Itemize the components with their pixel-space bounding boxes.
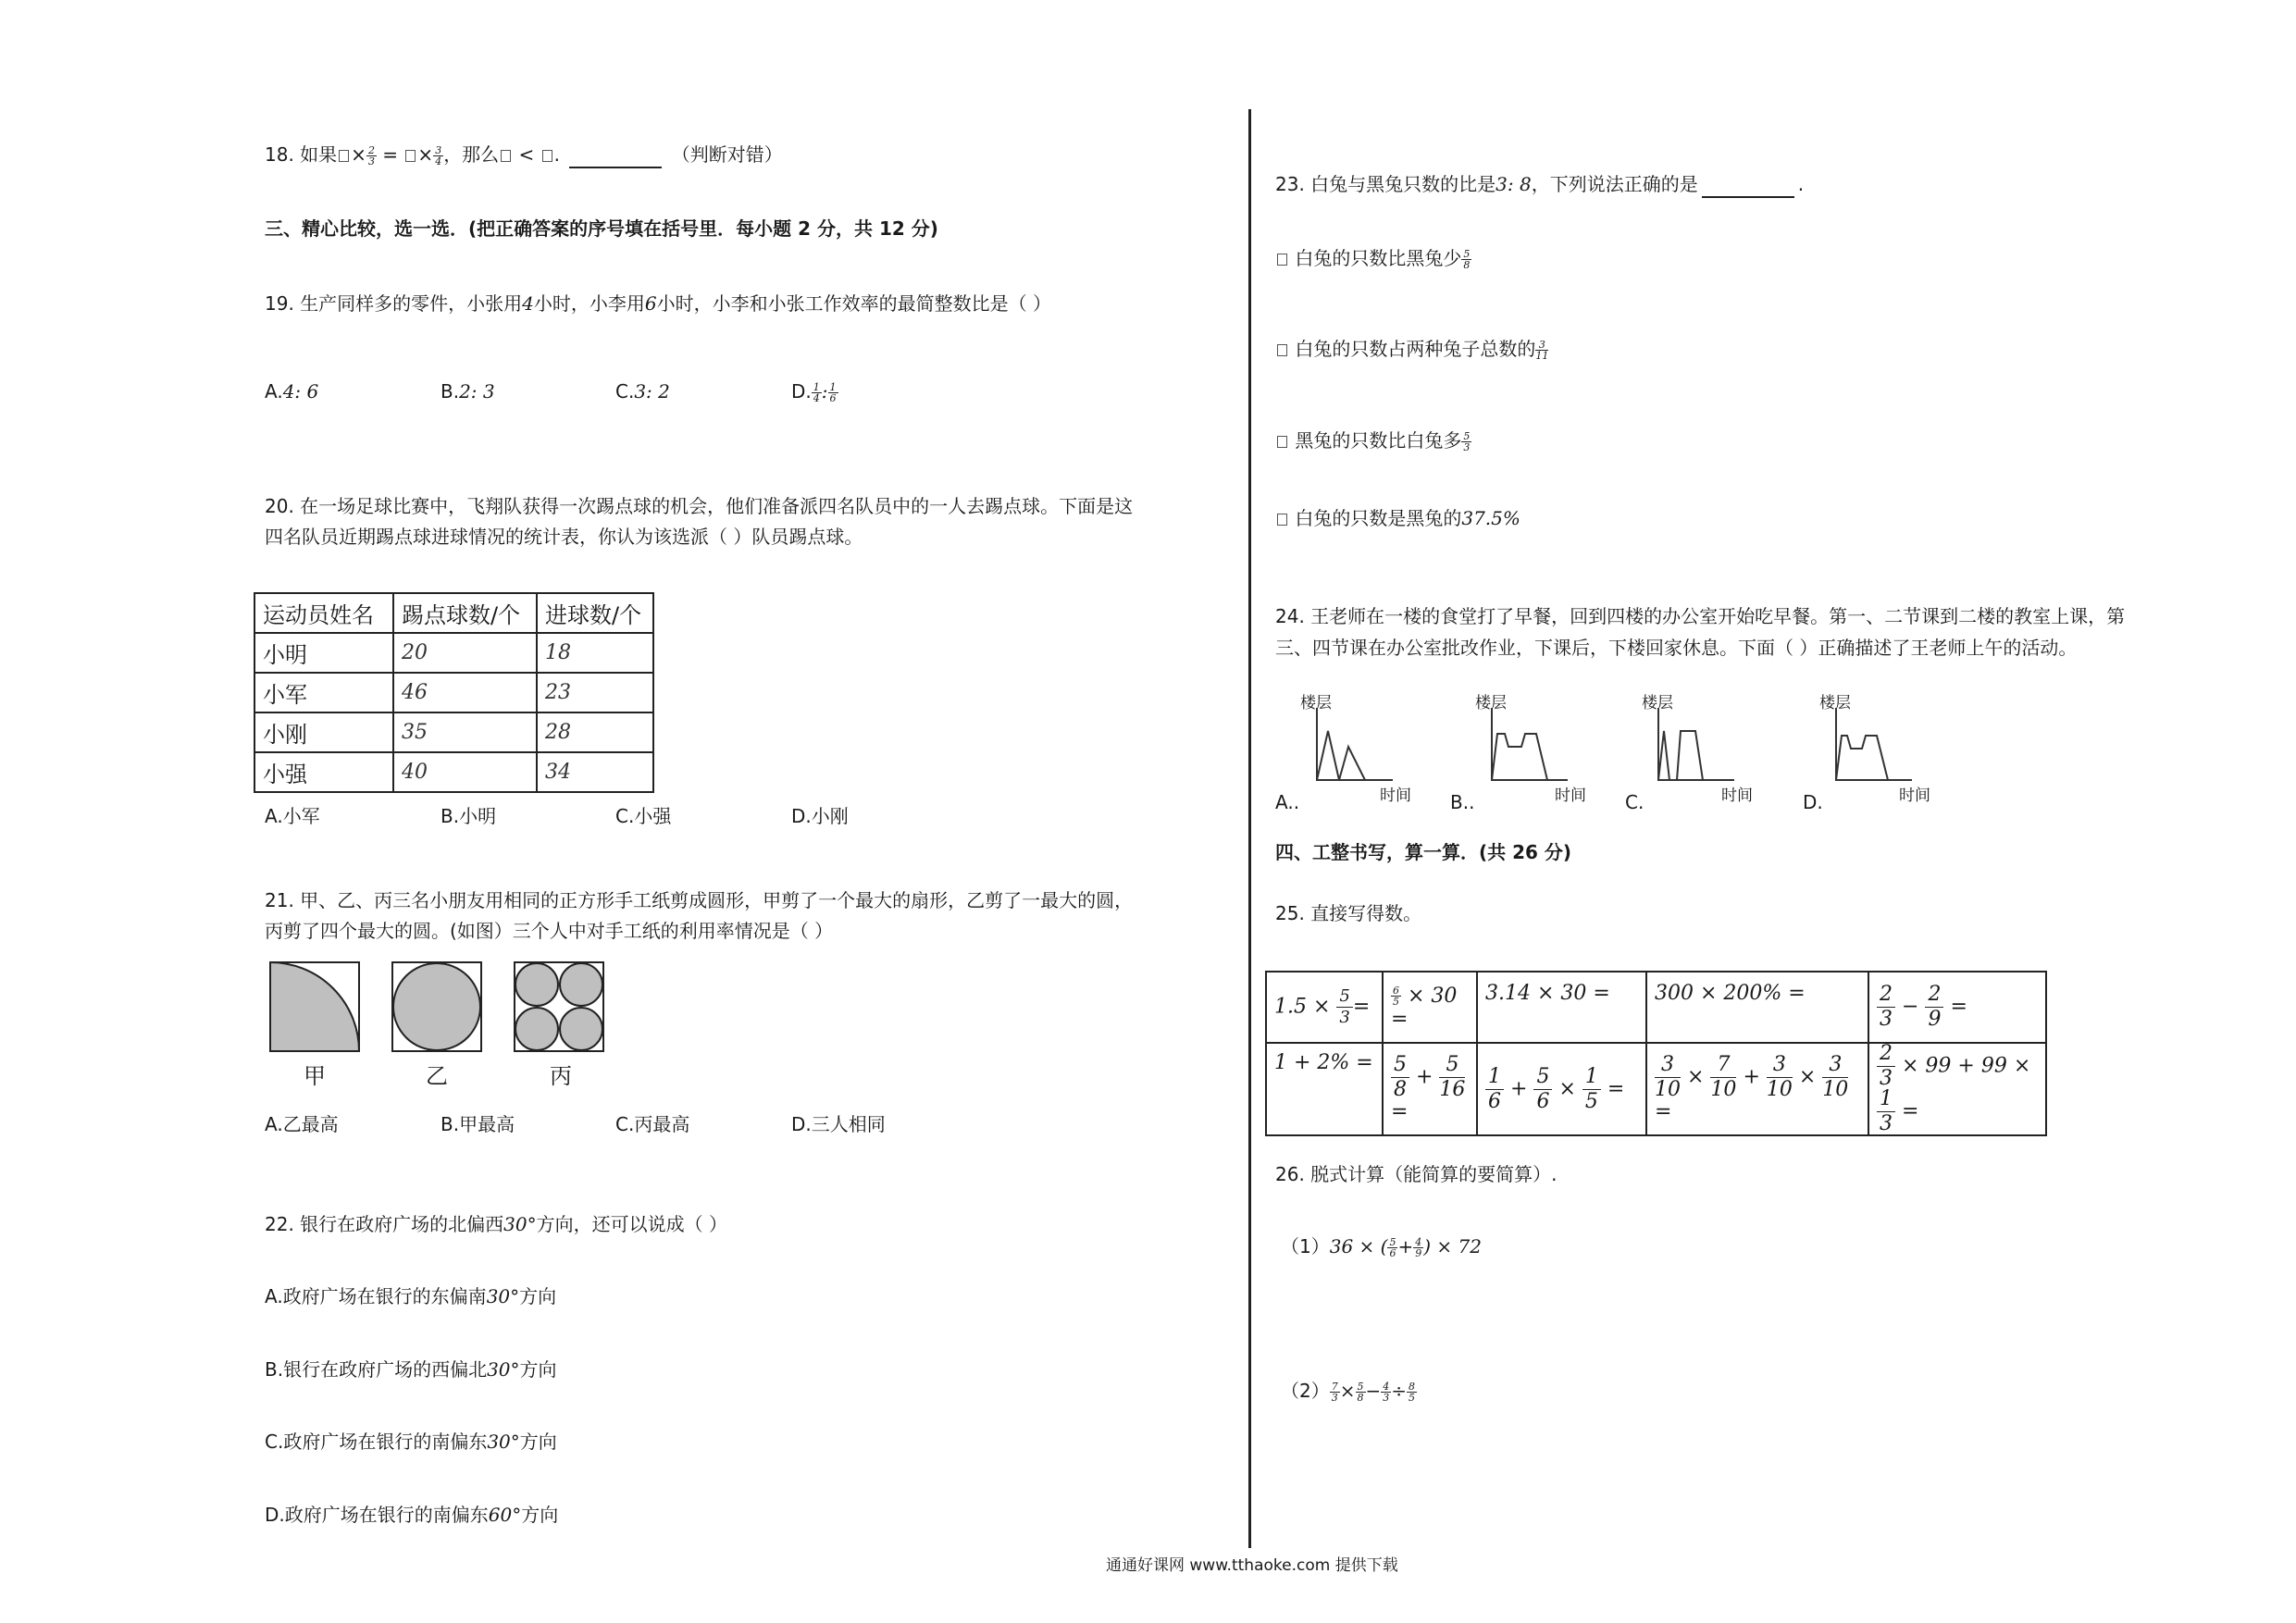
figure-label-bing: 丙 (550, 1063, 572, 1089)
q22-option-a[interactable]: A.政府广场在银行的东偏南30°方向 (265, 1285, 557, 1307)
table-cell: 3.14 × 30 = (1477, 972, 1646, 1043)
quarter-circle-figure (270, 962, 359, 1051)
option-marker-icon (1277, 344, 1287, 356)
q19-option-a[interactable]: A.4: 6 (265, 380, 319, 403)
q20-option-d[interactable]: D.小刚 (791, 805, 849, 827)
table-row (254, 712, 653, 752)
table-cell: 34 (537, 752, 653, 792)
q26-title: 26. 脱式计算（能简算的要简算）. (1275, 1163, 1558, 1185)
table-header: 踢点球数/个 (393, 593, 537, 633)
graph-d[interactable]: 楼层 时间 (1819, 689, 1977, 810)
option-marker-icon (1277, 436, 1287, 448)
placeholder-box-icon (405, 150, 416, 162)
table-cell: 35 (393, 712, 537, 752)
floor-time-graph-a (1300, 689, 1458, 810)
table-row (254, 752, 653, 792)
table-cell: $\frac{3}{10}$ × $\frac{7}{10}$ + $\frac{3}{10}$ × $\frac{3}{10}$ = (1646, 1043, 1868, 1135)
q22-stem: 22. 银行在政府广场的北偏西30°方向，还可以说成（ ） (265, 1213, 727, 1235)
table-cell: 小刚 (254, 712, 393, 752)
floor-time-graph-d (1819, 689, 1977, 810)
q21-option-b[interactable]: B.甲最高 (441, 1113, 515, 1135)
four-circles-figure (515, 962, 603, 1051)
q23-stem: 23. 白兔与黑兔只数的比是3: 8，下列说法正确的是 . (1275, 170, 1804, 198)
table-row (254, 673, 653, 712)
q22-option-c[interactable]: C.政府广场在银行的南偏东30°方向 (265, 1431, 557, 1453)
option-marker-icon (1277, 254, 1287, 266)
q21-option-c[interactable]: C.丙最高 (615, 1113, 690, 1135)
q21-line1: 21. 甲、乙、丙三名小朋友用相同的正方形手工纸剪成圆形，甲剪了一个最大的扇形，乙剪了一最大的圆， (265, 889, 1134, 911)
table-cell: $\frac{6}{5}$ × 30 = (1383, 972, 1477, 1043)
q24-line1: 24. 王老师在一楼的食堂打了早餐，回到四楼的办公室开始吃早餐。第一、二节课到二楼的教室上课，第 (1275, 605, 2126, 627)
q19-option-b[interactable]: B.2: 3 (441, 380, 495, 403)
q21-line2: 丙剪了四个最大的圆。(如图）三个人中对手工纸的利用率情况是（ ） (265, 920, 834, 942)
q21-figures (268, 960, 611, 1053)
graph-c[interactable]: 楼层 时间 (1642, 689, 1799, 810)
figure-label-yi: 乙 (426, 1063, 448, 1089)
q24-option-a[interactable]: A.. (1275, 791, 1300, 813)
table-cell: 小明 (254, 633, 393, 673)
q22-option-d[interactable]: D.政府广场在银行的南偏东60°方向 (265, 1504, 559, 1526)
section-3-heading: 三、精心比较，选一选．(把正确答案的序号填在括号里．每小题 2 分，共 12 分) (265, 217, 938, 240)
table-cell: $\frac{5}{8}$ + $\frac{5}{16}$ = (1383, 1043, 1477, 1135)
q26-part2: （2） $\frac{7}{3}$ × $\frac{5}{8}$ − $\frac{4}{3}$ ÷ $\frac{8}{5}$ (1281, 1380, 1416, 1404)
answer-blank[interactable] (1702, 178, 1794, 198)
table-cell: 300 × 200% = (1646, 972, 1868, 1043)
q20-stats-table (254, 592, 654, 793)
table-cell: $\frac{1}{6}$ + $\frac{5}{6}$ × $\frac{1}{5}$ = (1477, 1043, 1646, 1135)
graph-a[interactable]: 楼层 时间 (1300, 689, 1458, 810)
floor-time-graph-b (1475, 689, 1632, 810)
q18: 18. 如果 × $\frac{2}{3}$ = × $\frac{3}{4}$ ，那么 < . （判断对错） (265, 143, 783, 167)
placeholder-box-icon (542, 150, 552, 162)
q21-option-a[interactable]: A.乙最高 (265, 1113, 339, 1135)
option-marker-icon (1277, 514, 1287, 526)
table-row (254, 633, 653, 673)
floor-time-graph-c (1642, 689, 1799, 810)
table-row (1266, 1043, 2046, 1135)
table-header-row (254, 593, 653, 633)
q19-option-c[interactable]: C.3: 2 (615, 380, 670, 403)
q20-line2: 四名队员近期踢点球进球情况的统计表，你认为该选派（ ）队员踢点球。 (265, 526, 863, 548)
table-cell: 18 (537, 633, 653, 673)
single-circle-figure (392, 962, 481, 1051)
q24-option-b[interactable]: B.. (1450, 791, 1475, 813)
q20-line1: 20. 在一场足球比赛中，飞翔队获得一次踢点球的机会，他们准备派四名队员中的一人去踢点球。下面是这 (265, 495, 1134, 517)
footer-credit: 通通好课网 www.tthaoke.com 提供下载 (1106, 1556, 1398, 1575)
q21-option-d[interactable]: D.三人相同 (791, 1113, 886, 1135)
figure-label-jia: 甲 (304, 1063, 326, 1089)
answer-blank[interactable] (569, 148, 662, 168)
table-cell: 20 (393, 633, 537, 673)
q20-option-c[interactable]: C.小强 (615, 805, 672, 827)
q24-option-d[interactable]: D. (1803, 791, 1823, 813)
column-divider (1248, 109, 1251, 1548)
table-cell: $\frac{2}{3}$ × 99 + 99 × $\frac{1}{3}$ = (1868, 1043, 2046, 1135)
table-cell: 23 (537, 673, 653, 712)
q25-title: 25. 直接写得数。 (1275, 902, 1422, 924)
q20-option-a[interactable]: A.小军 (265, 805, 320, 827)
table-row (1266, 972, 2046, 1043)
table-cell: 46 (393, 673, 537, 712)
table-cell: 1.5 × $\frac{5}{3}$ = (1266, 972, 1383, 1043)
table-cell: 小军 (254, 673, 393, 712)
q24-option-c[interactable]: C. (1625, 791, 1644, 813)
placeholder-box-icon (339, 150, 349, 162)
table-cell: 小强 (254, 752, 393, 792)
table-cell: 1 + 2% = (1266, 1043, 1383, 1135)
q25-mental-math-table (1265, 971, 2047, 1136)
q26-part1: （1）36 × ( $\frac{5}{6}$ + $\frac{4}{9}$ ) × 72 (1281, 1235, 1482, 1259)
q22-option-b[interactable]: B.银行在政府广场的西偏北30°方向 (265, 1358, 557, 1381)
q23-option-b[interactable]: 白兔的只数占两种兔子总数的 $\frac{3}{11}$ (1275, 335, 1548, 363)
table-header: 运动员姓名 (254, 593, 393, 633)
q23-option-a[interactable]: 白兔的只数比黑兔少 $\frac{5}{8}$ (1275, 244, 1471, 272)
q19-option-d[interactable]: D. $\frac{1}{4}$ : $\frac{1}{6}$ (791, 380, 837, 404)
graph-b[interactable]: 楼层 时间 (1475, 689, 1632, 810)
q24-line2: 三、四节课在办公室批改作业，下课后，下楼回家休息。下面（ ）正确描述了王老师上午的活动。 (1275, 637, 2078, 659)
q23-option-d[interactable]: 白兔的只数是黑兔的37.5% (1275, 504, 1520, 532)
q20-option-b[interactable]: B.小明 (441, 805, 497, 827)
table-header: 进球数/个 (537, 593, 653, 633)
table-cell: 28 (537, 712, 653, 752)
q19-stem: 19. 生产同样多的零件，小张用4小时，小李用6小时，小李和小张工作效率的最简整数比是（ ） (265, 292, 1051, 315)
q23-option-c[interactable]: 黑兔的只数比白兔多 $\frac{5}{3}$ (1275, 427, 1471, 454)
section-4-heading: 四、工整书写，算一算．(共 26 分) (1275, 841, 1572, 863)
table-cell: 40 (393, 752, 537, 792)
placeholder-box-icon (501, 150, 511, 162)
table-cell: $\frac{2}{3}$ − $\frac{2}{9}$ = (1868, 972, 2046, 1043)
